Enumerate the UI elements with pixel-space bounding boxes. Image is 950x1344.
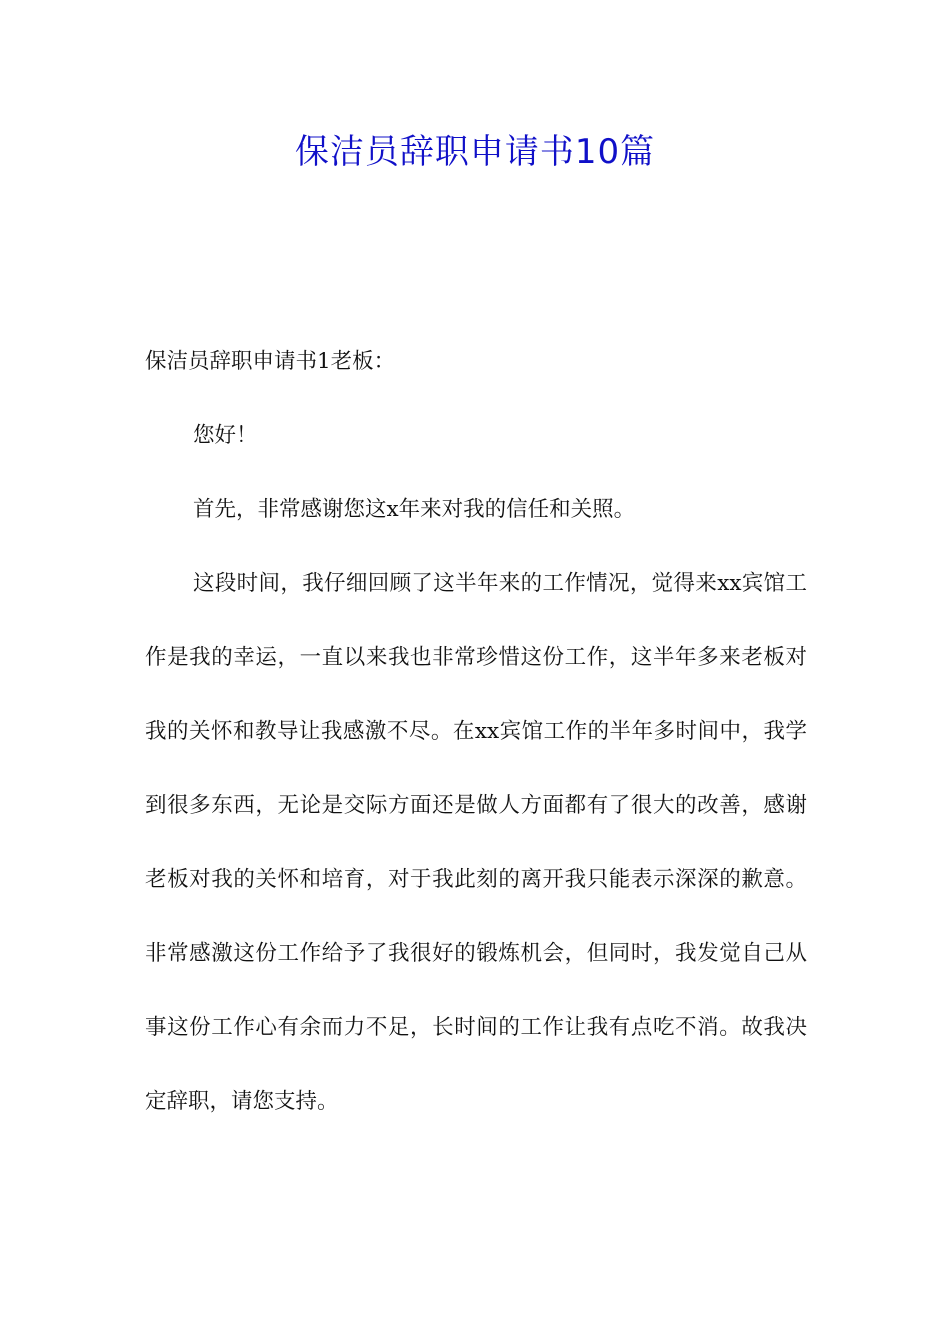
paragraph-reason: 这段时间，我仔细回顾了这半年来的工作情况，觉得来xx宾馆工作是我的幸运，一直以来我也非常珍惜这份工作，这半年多来老板对我的关怀和教导让我感激不尽。在xx宾馆工作的半年多时间中，我学到很多东西，无论是交际方面还是做人方面都有了很大的改善，感谢老板对我的关怀和培育，对于我此刻的离开我只能表示深深的歉意。非常感激这份工作给予了我很好的锻炼机会，但同时，我发觉自己从事这份工作心有余而力不足，长时间的工作让我有点吃不消。故我决定辞职，请您支持。: [145, 571, 807, 1114]
letter-heading: 保洁员辞职申请书1老板：: [145, 349, 396, 374]
document-title: 保洁员辞职申请书10篇: [294, 132, 656, 172]
paragraph-thanks: 首先，非常感谢您这x年来对我的信任和关照。: [193, 497, 636, 522]
greeting-line: 您好！: [193, 423, 258, 448]
